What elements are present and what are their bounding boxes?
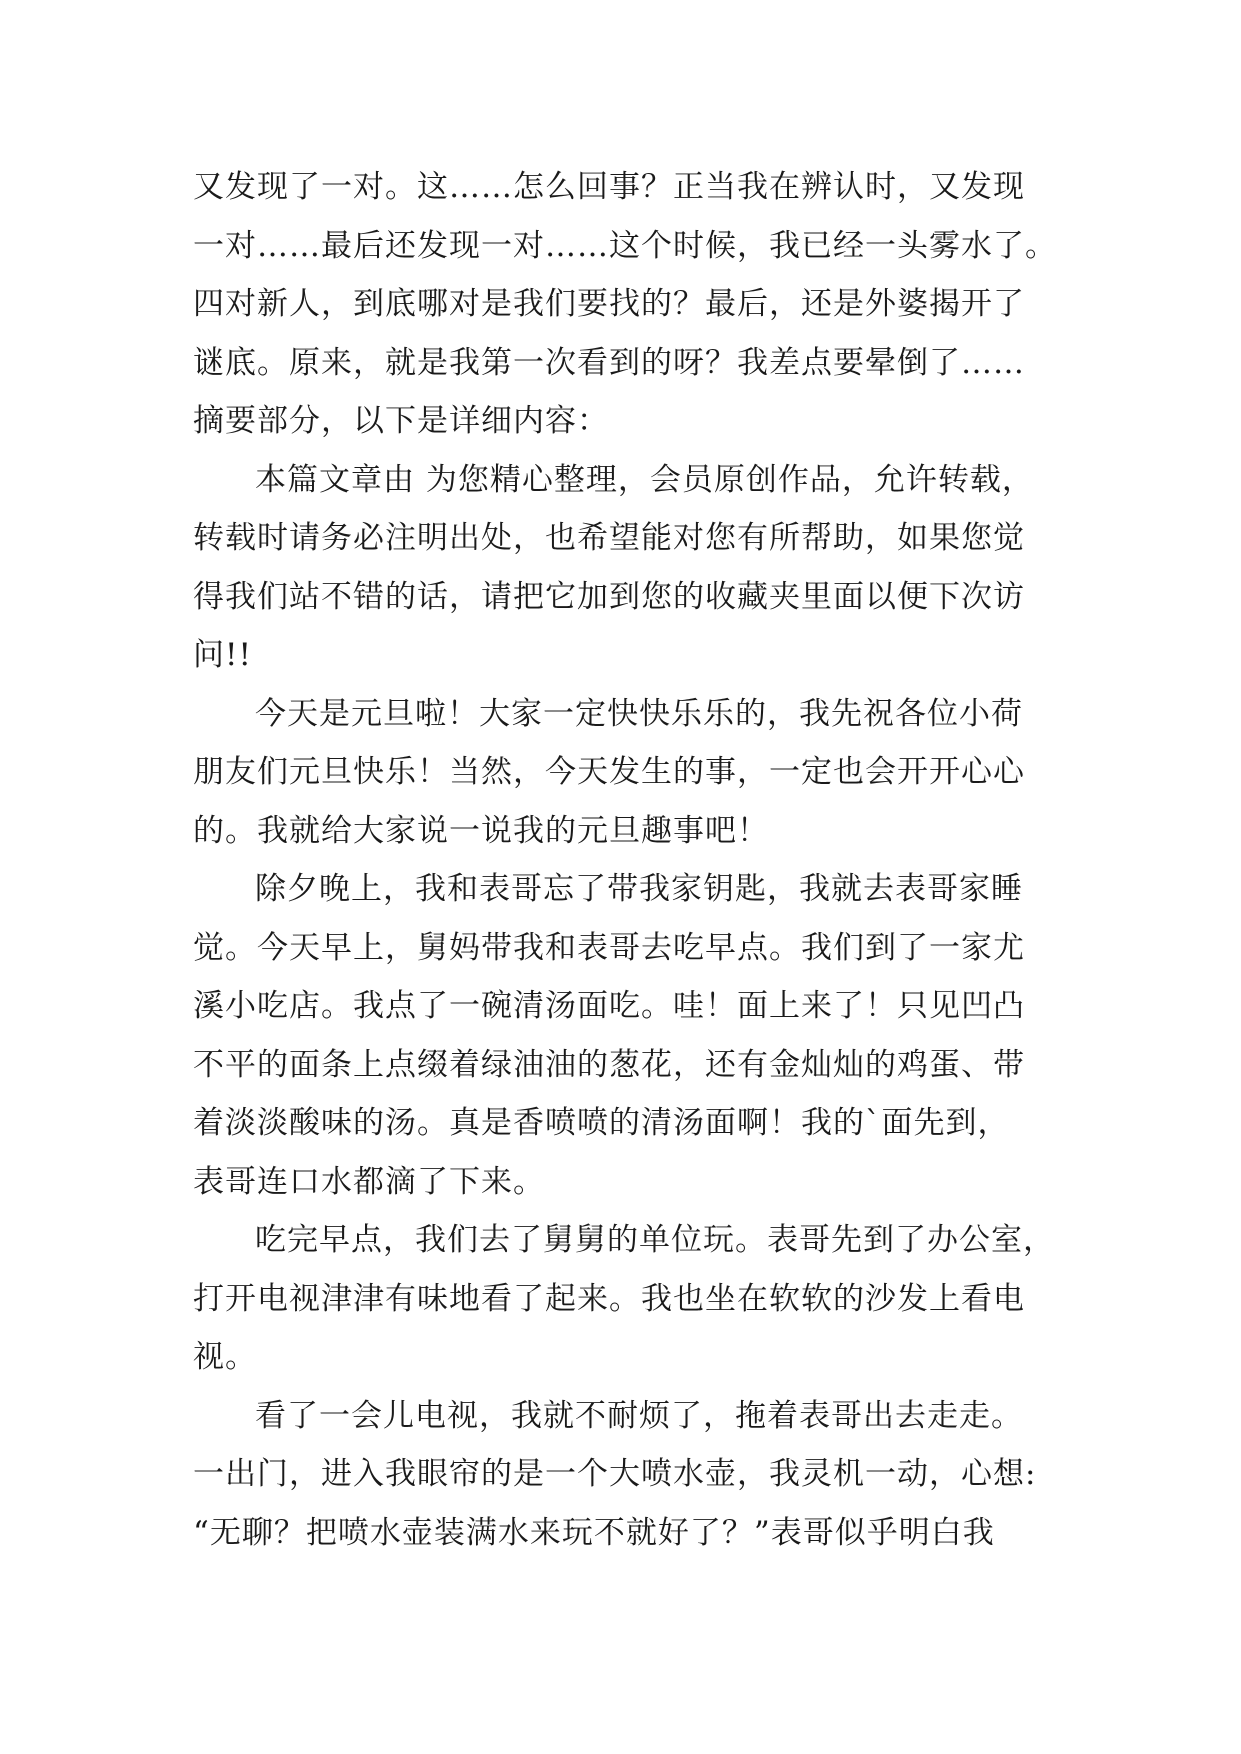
text-line: 着淡淡酸味的汤。真是香喷喷的清汤面啊！我的`面先到， — [193, 1105, 1010, 1141]
text-line: 看了一会儿电视，我就不耐烦了，拖着表哥出去走走。 — [255, 1397, 1023, 1434]
text-line: 一出门，进入我眼帘的是一个大喷水壶，我灵机一动，心想: — [193, 1456, 1037, 1492]
text-line: 一对……最后还发现一对……这个时候，我已经一头雾水了。 — [193, 227, 1057, 264]
text-line: 视。 — [193, 1339, 257, 1375]
text-line: 朋友们元旦快乐！当然，今天发生的事，一定也会开开心心 — [193, 754, 1025, 790]
text-line: 的。我就给大家说一说我的元旦趣事吧！ — [193, 812, 769, 849]
text-line: 问!! — [193, 637, 252, 673]
text-line: 吃完早点，我们去了舅舅的单位玩。表哥先到了办公室， — [255, 1222, 1055, 1258]
text-line: 转载时请务必注明出处，也希望能对您有所帮助，如果您觉 — [193, 520, 1025, 556]
text-line: 觉。今天早上，舅妈带我和表哥去吃早点。我们到了一家尤 — [193, 929, 1025, 966]
text-line: 不平的面条上点缀着绿油油的葱花，还有金灿灿的鸡蛋、带 — [193, 1046, 1025, 1083]
text-line: 表哥连口水都滴了下来。 — [193, 1163, 545, 1200]
text-line: 谜底。原来，就是我第一次看到的呀？我差点要晕倒了…… — [193, 344, 1025, 381]
text-line: 又发现了一对。这……怎么回事？正当我在辨认时，又发现 — [193, 169, 1025, 205]
text-line: 四对新人，到底哪对是我们要找的？最后，还是外婆揭开了 — [193, 286, 1025, 322]
text-line: 打开电视津津有味地看了起来。我也坐在软软的沙发上看电 — [193, 1280, 1025, 1317]
text-line: 溪小吃店。我点了一碗清汤面吃。哇！面上来了！只见凹凸 — [193, 988, 1025, 1024]
text-line: 今天是元旦啦！大家一定快快乐乐的，我先祝各位小荷 — [255, 695, 1023, 732]
body-text — [193, 158, 1093, 1562]
text-line: 除夕晚上，我和表哥忘了带我家钥匙，我就去表哥家睡 — [255, 871, 1023, 907]
text-line: 本篇文章由 为您精心整理，会员原创作品，允许转载， — [255, 461, 1034, 498]
text-line: 摘要部分，以下是详细内容： — [193, 403, 609, 439]
text-line: “无聊？把喷水壶装满水来玩不就好了？”表哥似乎明白我 — [193, 1514, 995, 1551]
text-line: 得我们站不错的话，请把它加到您的收藏夹里面以便下次访 — [193, 578, 1025, 615]
